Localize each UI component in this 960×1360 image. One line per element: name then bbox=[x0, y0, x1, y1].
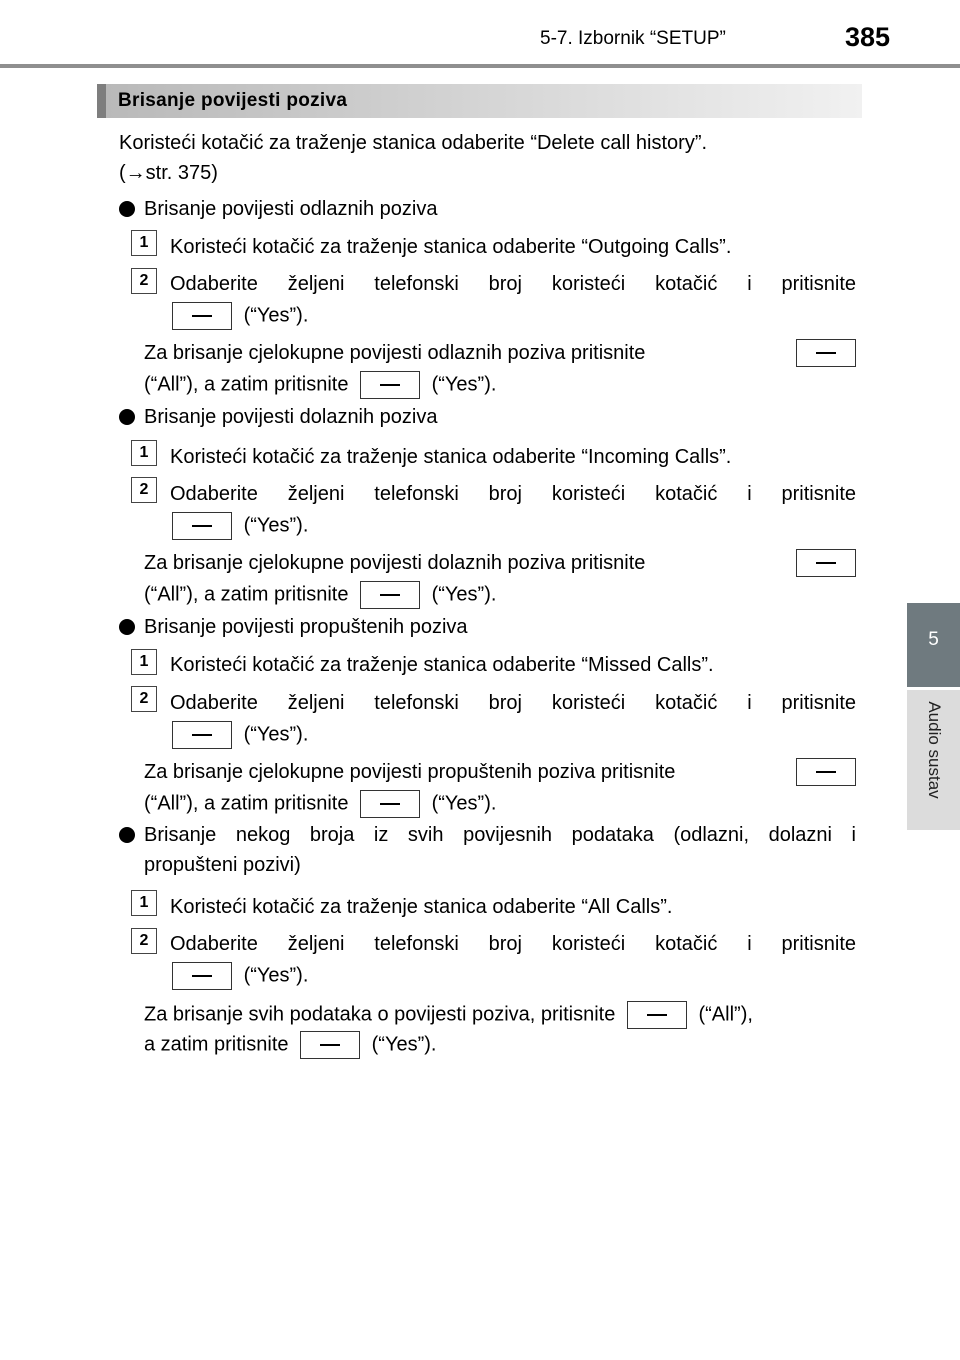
chapter-tab-label: Audio sustav bbox=[924, 701, 944, 799]
yes-button-icon bbox=[172, 302, 232, 330]
bullet-icon bbox=[119, 409, 135, 425]
step-number-badge: 2 bbox=[131, 686, 157, 712]
step-1-text: Koristeći kotačić za traženje stanica odaberite “Missed Calls”. bbox=[170, 654, 714, 676]
bullet-heading: Brisanje povijesti propuštenih poziva bbox=[144, 616, 468, 638]
note-line-1: Za brisanje cjelokupne povijesti propuštenih poziva pritisnite bbox=[144, 760, 856, 784]
step-2-text: Odaberite željeni telefonski broj koristeći kotačić i pritisnite bbox=[170, 692, 856, 714]
step-2-cont: (“Yes”). bbox=[166, 721, 308, 749]
yes-button-icon bbox=[172, 512, 232, 540]
all-button-icon bbox=[796, 339, 856, 367]
yes-button-icon bbox=[300, 1031, 360, 1059]
bullet-heading: Brisanje povijesti odlaznih poziva bbox=[144, 198, 438, 220]
yes-button-icon bbox=[360, 790, 420, 818]
step-number-badge: 2 bbox=[131, 928, 157, 954]
step-2-text: Odaberite željeni telefonski broj koristeći kotačić i pritisnite bbox=[170, 273, 856, 295]
yes-button-icon bbox=[172, 721, 232, 749]
chapter-tab-number: 5 bbox=[907, 603, 960, 687]
bullet-heading: Brisanje povijesti dolaznih poziva bbox=[144, 406, 438, 428]
note-line-1: Za brisanje cjelokupne povijesti dolaznih poziva pritisnite bbox=[144, 551, 856, 575]
step-1-text: Koristeći kotačić za traženje stanica odaberite “Incoming Calls”. bbox=[170, 446, 732, 468]
page-number: 385 bbox=[845, 22, 891, 52]
intro-line-2: (→str. 375) bbox=[119, 162, 218, 184]
all-button-icon bbox=[627, 1001, 687, 1029]
note-line-2: (“All”), a zatim pritisnite (“Yes”). bbox=[144, 581, 496, 609]
bullet-icon bbox=[119, 201, 135, 217]
yes-button-icon bbox=[360, 581, 420, 609]
chapter-title: 5-7. Izbornik “SETUP” bbox=[540, 28, 726, 49]
bullet-heading-cont: propušteni pozivi) bbox=[144, 854, 301, 876]
bullet-icon bbox=[119, 827, 135, 843]
note-line-2: (“All”), a zatim pritisnite (“Yes”). bbox=[144, 371, 496, 399]
step-number-badge: 2 bbox=[131, 477, 157, 503]
all-button-icon bbox=[796, 758, 856, 786]
header-rule bbox=[0, 64, 960, 68]
all-button-icon bbox=[796, 549, 856, 577]
step-1-text: Koristeći kotačić za traženje stanica odaberite “All Calls”. bbox=[170, 896, 673, 918]
yes-button-icon bbox=[172, 962, 232, 990]
note-line-1: Za brisanje svih podataka o povijesti poziva, pritisnite (“All”), bbox=[144, 1001, 753, 1029]
yes-button-icon bbox=[360, 371, 420, 399]
note-line-2: a zatim pritisnite (“Yes”). bbox=[144, 1031, 436, 1059]
section-title: Brisanje povijesti poziva bbox=[118, 90, 348, 111]
bullet-heading: Brisanje nekog broja iz svih povijesnih podataka (odlazni, dolazni i bbox=[144, 824, 856, 846]
step-2-cont: (“Yes”). bbox=[166, 962, 308, 990]
step-2-cont: (“Yes”). bbox=[166, 512, 308, 540]
bullet-icon bbox=[119, 619, 135, 635]
intro-line-1: Koristeći kotačić za traženje stanica odaberite “Delete call history”. bbox=[119, 132, 708, 154]
note-line-1: Za brisanje cjelokupne povijesti odlaznih poziva pritisnite bbox=[144, 341, 856, 365]
chapter-tab bbox=[907, 690, 960, 830]
step-number-badge: 2 bbox=[131, 268, 157, 294]
step-number-badge: 1 bbox=[131, 230, 157, 256]
step-2-text: Odaberite željeni telefonski broj koristeći kotačić i pritisnite bbox=[170, 933, 856, 955]
step-1-text: Koristeći kotačić za traženje stanica odaberite “Outgoing Calls”. bbox=[170, 236, 732, 258]
step-2-text: Odaberite željeni telefonski broj koristeći kotačić i pritisnite bbox=[170, 483, 856, 505]
note-line-2: (“All”), a zatim pritisnite (“Yes”). bbox=[144, 790, 496, 818]
step-number-badge: 1 bbox=[131, 440, 157, 466]
section-title-bar bbox=[97, 84, 862, 118]
step-number-badge: 1 bbox=[131, 890, 157, 916]
step-number-badge: 1 bbox=[131, 649, 157, 675]
step-2-cont: (“Yes”). bbox=[166, 302, 308, 330]
